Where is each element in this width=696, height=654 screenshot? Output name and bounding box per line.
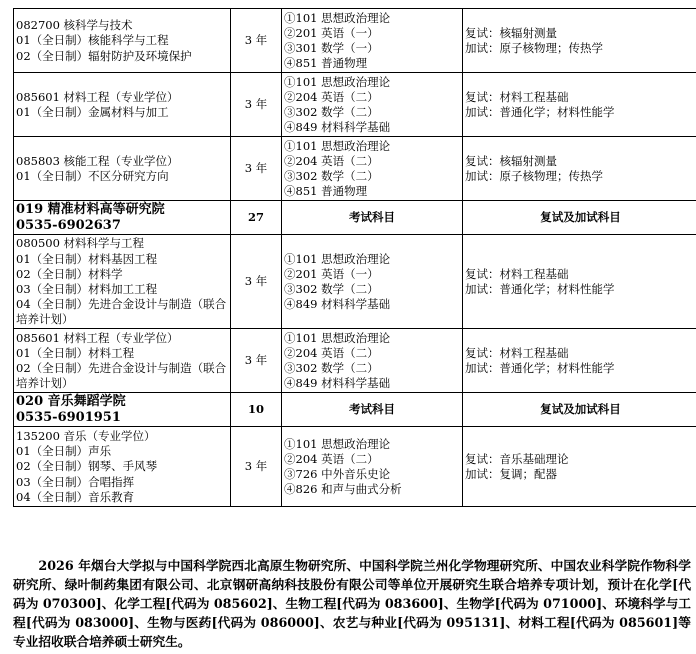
exam-line: ③302 数学（二）: [284, 105, 379, 119]
exam-subjects-cell: [282, 137, 463, 201]
program-line: 04（全日制）音乐教育: [16, 489, 135, 504]
exam-line: ②201 英语（一）: [284, 266, 379, 281]
exam-line: ④849 材料科学基础: [284, 376, 391, 391]
program-line: 01（全日制）核能科学与工程: [16, 33, 169, 48]
program-cell: [14, 137, 231, 201]
exam-line: ②201 英语（一）: [284, 25, 379, 40]
department-header-row: [14, 393, 696, 427]
program-cell: [14, 9, 231, 73]
table-row: [14, 329, 696, 393]
program-cell: [14, 73, 231, 137]
admissions-table: [13, 8, 696, 507]
duration-cell: 3 年: [231, 137, 282, 201]
program-line: 080500 材料科学与工程: [16, 236, 145, 251]
retest-cell: [463, 427, 696, 507]
retest-line: 加试：复调；配器: [465, 467, 557, 481]
retest-cell: [463, 137, 696, 201]
retest-cell: [463, 73, 696, 137]
retest-line: 复试：核辐射测量: [465, 153, 557, 168]
exam-line: ①101 思想政治理论: [284, 330, 391, 345]
program-line: 02（全日制）材料学: [16, 266, 123, 281]
exam-line: ①101 思想政治理论: [284, 251, 391, 266]
exam-line: ④849 材料科学基础: [284, 297, 391, 312]
exam-line: ②204 英语（二）: [284, 345, 379, 360]
program-line: 03（全日制）合唱指挥: [16, 474, 135, 489]
duration-cell: 3 年: [231, 9, 282, 73]
exam-subjects-cell: [282, 9, 463, 73]
retest-line: 复试：材料工程基础: [465, 89, 569, 104]
retest-cell: [463, 9, 696, 73]
exam-line: ②204 英语（二）: [284, 451, 379, 466]
retest-line: 加试：普通化学；材料性能学: [465, 361, 615, 375]
program-line: 01（全日制）材料工程: [16, 345, 135, 360]
program-line: 085803 核能工程（专业学位）: [16, 153, 179, 168]
department-name: 019 精准材料高等研究院: [16, 202, 165, 217]
program-line: 082700 核科学与技术: [16, 18, 133, 33]
program-cell: [14, 235, 231, 329]
retest-line: 加试：原子核物理；传热学: [465, 169, 603, 183]
exam-line: ④851 普通物理: [284, 56, 368, 71]
table-row: [14, 137, 696, 201]
program-line: 085601 材料工程（专业学位）: [16, 89, 179, 104]
enrollment-count: 27: [231, 201, 282, 235]
program-line: 01（全日制）金属材料与加工: [16, 105, 169, 119]
table-row: [14, 9, 696, 73]
exam-line: ①101 思想政治理论: [284, 10, 391, 25]
department-cell: [14, 201, 231, 235]
exam-line: ③302 数学（二）: [284, 282, 379, 296]
program-line: 01（全日制）声乐: [16, 444, 112, 459]
table-row: [14, 73, 696, 137]
retest-line: 复试：材料工程基础: [465, 345, 569, 360]
table-row: [14, 235, 696, 329]
duration-cell: 3 年: [231, 427, 282, 507]
duration-cell: 3 年: [231, 73, 282, 137]
exam-subjects-cell: [282, 235, 463, 329]
program-line: 03（全日制）材料加工工程: [16, 282, 158, 296]
exam-line: ③302 数学（二）: [284, 361, 379, 375]
table-row: [14, 427, 696, 507]
exam-line: ④849 材料科学基础: [284, 120, 391, 135]
retest-header: 复试及加试科目: [463, 201, 696, 235]
department-cell: [14, 393, 231, 427]
exam-line: ③726 中外音乐史论: [284, 467, 391, 481]
retest-cell: [463, 329, 696, 393]
program-line: 01（全日制）不区分研究方向: [16, 169, 169, 183]
department-phone: 0535-6902637: [16, 218, 121, 233]
exam-line: ①101 思想政治理论: [284, 74, 391, 89]
exam-subjects-cell: [282, 427, 463, 507]
exam-subjects-header: 考试科目: [282, 201, 463, 235]
program-cell: [14, 329, 231, 393]
exam-line: ①101 思想政治理论: [284, 436, 391, 451]
program-line: 135200 音乐（专业学位）: [16, 428, 156, 443]
retest-cell: [463, 235, 696, 329]
exam-line: ③302 数学（二）: [284, 169, 379, 183]
exam-subjects-header: 考试科目: [282, 393, 463, 427]
duration-cell: 3 年: [231, 329, 282, 393]
program-line: 04（全日制）先进合金设计与制造（联合培养计划）: [16, 297, 227, 327]
retest-line: 复试：核辐射测量: [465, 25, 557, 40]
retest-line: 加试：原子核物理；传热学: [465, 41, 603, 55]
exam-subjects-cell: [282, 73, 463, 137]
department-name: 020 音乐舞蹈学院: [16, 394, 126, 409]
program-line: 02（全日制）辐射防护及环境保护: [16, 48, 192, 63]
program-line: 085601 材料工程（专业学位）: [16, 330, 179, 345]
retest-line: 复试：材料工程基础: [465, 266, 569, 281]
exam-line: ①101 思想政治理论: [284, 138, 391, 153]
joint-training-note: 2026 年烟台大学拟与中国科学院西北高原生物研究所、中国科学院兰州化学物理研究所、中国农业科学院作物科学研究所、绿叶制药集团有限公司、北京钢研高纳科技股份有限公司等单位开展研究生联合培养专项计划，预计在化学[代码为 070300]、化学工程[代码为 085602]、生物工程[代码为 083600]、生物学[代码为 071000]、环境科学与工程[代码为 083000]、生物与医药[代码为 086000]、农艺与种业[代码为 095131]、材料工程[代码为 085601]等专业招收联合培养硕士研究生。: [13, 557, 691, 649]
program-line: 02（全日制）先进合金设计与制造（联合培养计划）: [16, 361, 227, 391]
program-line: 02（全日制）钢琴、手风琴: [16, 459, 158, 474]
retest-line: 复试：音乐基础理论: [465, 451, 569, 466]
program-cell: [14, 427, 231, 507]
exam-line: ③301 数学（一）: [284, 41, 379, 55]
department-phone: 0535-6901951: [16, 410, 121, 425]
exam-line: ④851 普通物理: [284, 184, 368, 199]
enrollment-count: 10: [231, 393, 282, 427]
exam-line: ②204 英语（二）: [284, 153, 379, 168]
exam-line: ②204 英语（二）: [284, 89, 379, 104]
retest-line: 加试：普通化学；材料性能学: [465, 105, 615, 119]
duration-cell: 3 年: [231, 235, 282, 329]
department-header-row: [14, 201, 696, 235]
retest-line: 加试：普通化学；材料性能学: [465, 282, 615, 296]
exam-line: ④826 和声与曲式分析: [284, 482, 402, 497]
retest-header: 复试及加试科目: [463, 393, 696, 427]
exam-subjects-cell: [282, 329, 463, 393]
program-line: 01（全日制）材料基因工程: [16, 251, 158, 266]
